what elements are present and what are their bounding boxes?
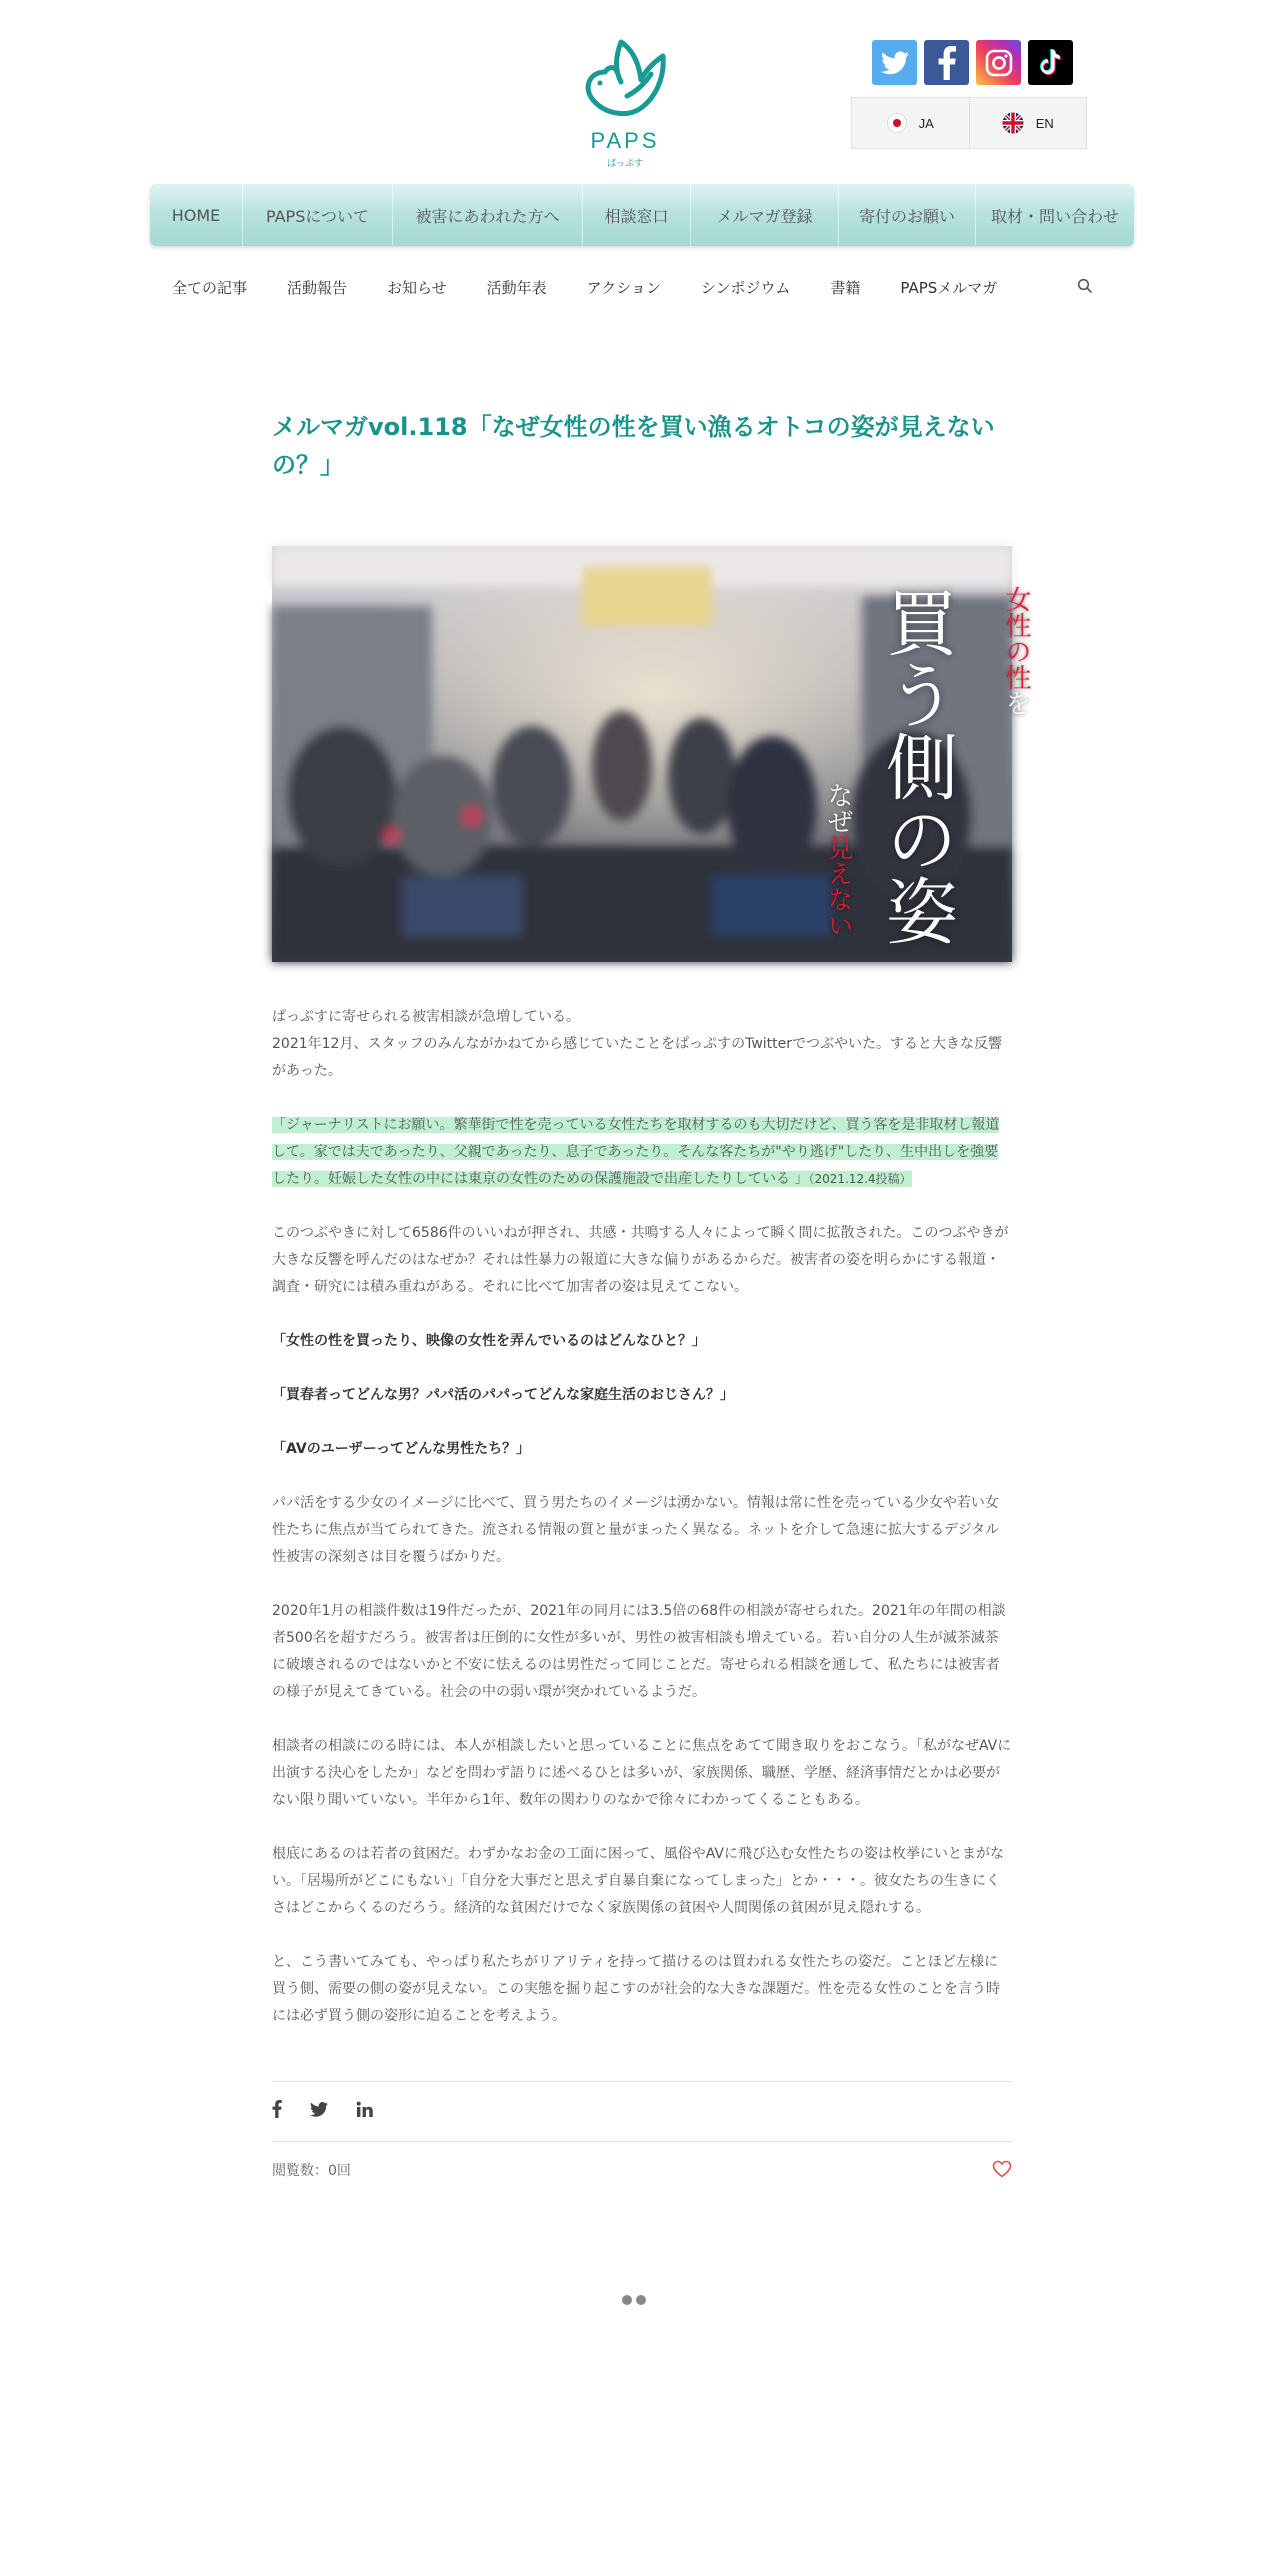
paragraph: このつぶやきに対して6586件のいいねが押され、共感・共鳴する人々によって瞬く間に拡散された。このつぶやきが大きな反響を呼んだのはなぜか？それは性暴力の報道に大きな偏りがあるからだ。被害者の姿を明らかにする報道・調査・研究には積み重ねがある。それに比べて加害者の姿は見えてこない。 — [272, 1225, 1009, 1295]
nav-contact[interactable]: 取材・問い合わせ — [990, 206, 1119, 226]
share-bar — [272, 2100, 373, 2118]
linkedin-share-icon[interactable] — [356, 2101, 373, 2118]
social-links — [872, 40, 1073, 85]
divider — [272, 2141, 1012, 2142]
category-action[interactable]: アクション — [586, 278, 661, 297]
uk-flag-icon — [1002, 112, 1024, 134]
paragraph: 2020年1月の相談件数は19件だったが、2021年の同月には3.5倍の68件の相談が寄せられた。2021年の年間の相談者500名を超すだろう。被害者は圧倒的に女性が多いが、男性の被害相談も増えている。若い自分の人生が滅茶滅茶に破壊されるのではないかと不安に怯えるのは男性だって同じことだ。寄せられる相談を通して、私たちには被害者の様子が見えてきている。社会の中の弱い環が突かれているようだ。 — [272, 1603, 1006, 1700]
question-3: 「AVのユーザーってどんな男性たち？」 — [272, 1441, 531, 1457]
hero-caption-bottom: なぜ見えない — [823, 782, 853, 938]
lang-ja-label: JA — [918, 115, 934, 131]
question-2: 「買春者ってどんな男？パパ活のパパってどんな家庭生活のおじさん？」 — [272, 1387, 734, 1403]
paragraph: 根底にあるのは若者の貧困だ。わずかなお金の工面に困って、風俗やAVに飛び込む女性たちの姿は枚挙にいとまがない。「居場所がどこにもない」「自分を大事だと思えず自暴自棄になってしまった」とか・・・。彼女たちの生きにくさはどこからくるのだろう。経済的な貧困だけでなく家族関係の貧困や人間関係の貧困が見え隠れする。 — [272, 1846, 1004, 1916]
brand-kana: ぱっぷす — [606, 159, 643, 169]
nav-consultation[interactable]: 相談窓口 — [583, 184, 691, 246]
brand-name: PAPS — [590, 128, 660, 153]
nav-about[interactable]: PAPSについて — [243, 184, 393, 246]
paragraph: 2021年12月、スタッフのみんながかねてから感じていたことをぱっぷすのTwitterでつぶやいた。すると大きな反響があった。 — [272, 1036, 1003, 1079]
post-hero-image — [272, 546, 1031, 962]
post-body — [272, 1004, 1012, 2057]
paragraph: パパ活をする少女のイメージに比べて、買う男たちのイメージは湧かない。情報は常に性を売っている少女や若い女性たちに焦点が当てられてきた。流される情報の質と量がまったく異なる。ネットを介して急速に拡大するデジタル性被害の深刻さは目を覆うばかりだ。 — [272, 1495, 1000, 1565]
view-count: 閲覧数：0回 — [272, 2163, 351, 2179]
post-title: メルマガvol.118「なぜ女性の性を買い漁るオトコの姿が見えないの？」 — [272, 413, 995, 479]
nav-donation[interactable]: 寄付のお願い — [839, 184, 976, 246]
tweet-quote: 「ジャーナリストにお願い。繁華街で性を売っている女性たちを取材するのも大切だけど、買う客を是非取材し報道して。家では夫であったり、父親であったり、息子であったり。そんな客たちが"やり逃げ"したり、生中出しを強要したり。妊娠した女性の中には東京の女性のための保護施設で出産したりしている 」（2021.12.4投稿） — [272, 1117, 1000, 1187]
language-switcher — [851, 97, 1087, 149]
blog-category-nav — [172, 272, 1037, 302]
like-heart-icon[interactable] — [992, 2160, 1012, 2178]
divider — [272, 2081, 1012, 2082]
lang-ja-option[interactable] — [852, 98, 969, 148]
lang-en-label: EN — [1035, 115, 1054, 131]
paps-logo[interactable] — [575, 38, 675, 176]
paragraph: と、こう書いてみても、やっぱり私たちがリアリティを持って描けるのは買われる女性たちの姿だ。ことほど左様に買う側、需要の側の姿が見えない。この実態を掘り起こすのが社会的な大きな課題だ。性を売る女性のことを言う時には必ず買う側の姿形に迫ることを考えよう。 — [272, 1954, 1000, 2024]
category-newsletter[interactable]: PAPSメルマガ — [900, 278, 998, 297]
facebook-share-icon[interactable] — [272, 2100, 282, 2118]
main-navigation — [150, 184, 1134, 246]
question-1: 「女性の性を買ったり、映像の女性を弄んでいるのはどんなひと？」 — [272, 1333, 706, 1349]
facebook-icon[interactable] — [924, 40, 969, 85]
twitter-share-icon[interactable] — [310, 2102, 328, 2117]
category-activity-report[interactable]: 活動報告 — [287, 278, 348, 297]
paragraph: ぱっぷすに寄せられる被害相談が急増している。 — [272, 1009, 580, 1025]
category-books[interactable]: 書籍 — [830, 278, 861, 297]
paragraph: 相談者の相談にのる時には、本人が相談したいと思っていることに焦点をあてて聞き取りをおこなう。「私がなぜAVに出演する決心をしたか」などを問わず語りに述べるひとは多いが、家族関係、職歴、学歴、経済事情だとかは必要がない限り聞いていない。半年から1年、数年の関わりのなかで徐々にわかってくることもある。 — [272, 1738, 1012, 1808]
category-timeline[interactable]: 活動年表 — [486, 278, 547, 297]
instagram-icon[interactable] — [976, 40, 1021, 85]
loading-dot — [622, 2295, 632, 2305]
lang-en-option[interactable] — [969, 98, 1087, 148]
category-news[interactable]: お知らせ — [387, 278, 447, 297]
nav-newsletter-signup[interactable]: メルマガ登録 — [691, 184, 839, 246]
nav-home[interactable]: HOME — [150, 184, 243, 246]
hero-caption-top: 女性の性を — [1001, 586, 1031, 716]
tiktok-icon[interactable] — [1028, 40, 1073, 85]
japan-flag-icon — [887, 113, 907, 133]
dove-logo-icon — [575, 38, 675, 130]
twitter-icon[interactable] — [872, 40, 917, 85]
loading-dot — [636, 2295, 646, 2305]
category-symposium[interactable]: シンポジウム — [700, 278, 791, 297]
category-all-posts[interactable]: 全ての記事 — [172, 278, 248, 297]
nav-victims[interactable]: 被害にあわれた方へ — [393, 184, 583, 246]
search-icon[interactable] — [1077, 278, 1093, 294]
hero-caption-main: 買う側の姿 — [874, 586, 958, 946]
loading-indicator — [622, 2295, 646, 2305]
